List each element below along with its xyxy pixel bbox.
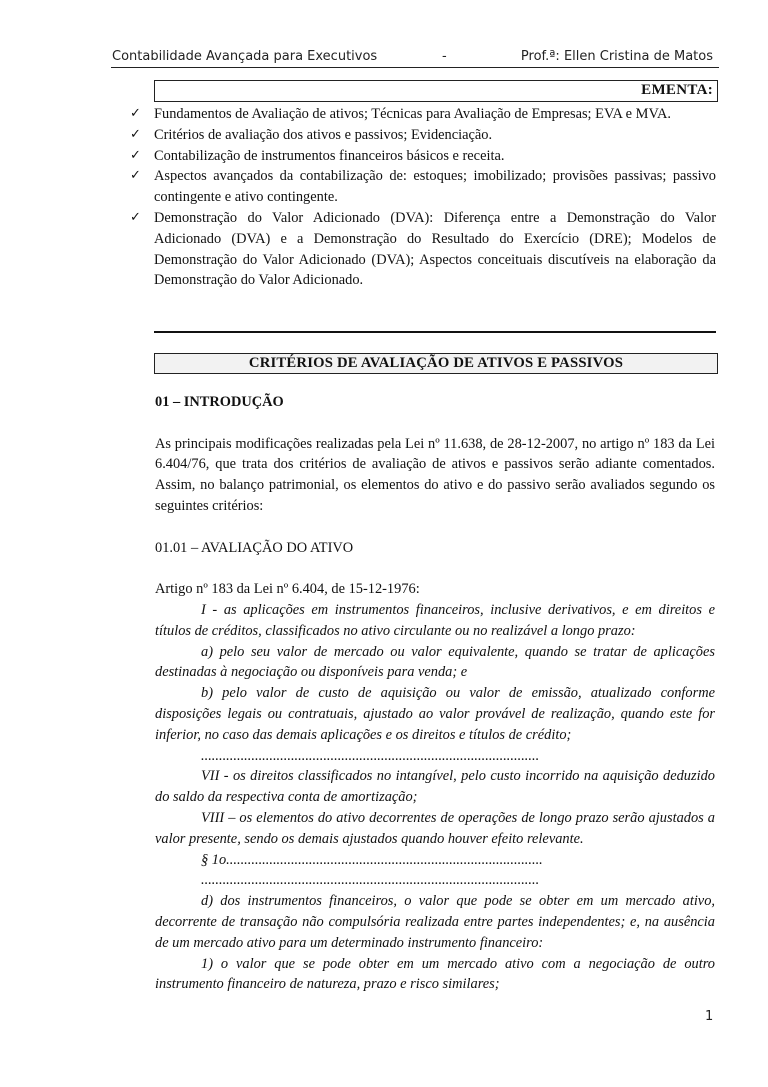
- intro-heading: 01 – INTRODUÇÃO: [155, 394, 284, 410]
- header-separator: -: [442, 49, 447, 64]
- clause-viii: VIII – os elementos do ativo decorrentes de operações de longo prazo serão ajustados a valor presente, sendo os demais ajustados quando houver efeito relevante.: [155, 809, 715, 847]
- clause-vii: VII - os direitos classificados no intangível, pelo custo incorrido na aquisição deduzido do saldo da respectiva conta de amortização;: [155, 768, 715, 806]
- ementa-item: [130, 166, 716, 208]
- paragraph-1-marker: § 1o........................................................................................: [201, 851, 543, 868]
- checkmark-icon: ✓: [130, 106, 141, 121]
- article-reference: Artigo nº 183 da Lei nº 6.404, de 15-12-1976:: [155, 581, 420, 598]
- clause-d: d) dos instrumentos financeiros, o valor que pode se obter em um mercado ativo, decorrente de transação não compulsória realizada entre partes independentes; e, na ausência de um mercado ativo para um determinado instrumento financeiro:: [155, 893, 715, 951]
- document-body: [155, 392, 715, 995]
- section-title: CRITÉRIOS DE AVALIAÇÃO DE ATIVOS E PASSIVOS: [248, 355, 624, 371]
- page-number: 1: [705, 1009, 714, 1024]
- header-rule: [111, 67, 719, 68]
- header-professor: Prof.ª: Ellen Cristina de Matos: [520, 49, 713, 64]
- section-title-box: [154, 353, 718, 374]
- clause-b: b) pelo valor de custo de aquisição ou valor de emissão, atualizado conforme disposições legais ou contratuais, ajustado ao valor provável de realização, quando este for inferior, no caso das demais aplicações e os direitos e títulos de crédito;: [155, 685, 715, 743]
- page-header: [111, 46, 715, 68]
- ementa-item-text: Contabilização de instrumentos financeiros básicos e receita.: [154, 147, 505, 164]
- ementa-list: [130, 104, 716, 291]
- ementa-item-text: Demonstração do Valor Adicionado (DVA): Diferença entre a Demonstração do Valor Adicionado (DVA) e a Demonstração do Resultado do Exercício (DRE); Modelos de Demonstração do Valor Adicionado (DVA); Aspectos conceituais discutíveis na elaboração da Demonstração do Valor Adicionado.: [154, 209, 716, 289]
- checkmark-icon: ✓: [130, 126, 141, 142]
- section-divider: [154, 331, 716, 333]
- checkmark-icon: ✓: [130, 209, 141, 225]
- header-course-title: Contabilidade Avançada para Executivos: [112, 49, 378, 64]
- ementa-item-text: Fundamentos de Avaliação de ativos; Técnicas para Avaliação de Empresas; EVA e MVA.: [154, 106, 671, 122]
- asset-valuation-heading: 01.01 – AVALIAÇÃO DO ATIVO: [155, 539, 354, 556]
- ementa-label-box: [154, 80, 718, 102]
- ementa-item: [130, 146, 716, 167]
- ementa-item: [130, 104, 716, 125]
- clause-i: I - as aplicações em instrumentos financeiros, inclusive derivativos, e em direitos e títulos de créditos, classificados no ativo circulante ou no realizável a longo prazo:: [155, 601, 715, 639]
- checkmark-icon: ✓: [130, 168, 141, 184]
- ementa-label: EMENTA:: [641, 82, 713, 98]
- ementa-item: [130, 208, 716, 291]
- ementa-item-text: Critérios de avaliação dos ativos e passivos; Evidenciação.: [154, 126, 493, 143]
- clause-d-1: 1) o valor que se pode obter em um mercado ativo com a negociação de outro instrumento financeiro de natureza, prazo e risco similares;: [155, 955, 715, 993]
- ementa-item: [130, 125, 716, 146]
- intro-paragraph: As principais modificações realizadas pela Lei nº 11.638, de 28-12-2007, no artigo nº 183 da Lei 6.404/76, que trata dos critérios de avaliação de ativos e passivos serão adiante comentados. Assim, no balanço patrimonial, os elementos do ativo e do passivo serão avaliados segundo os seguintes critérios:: [155, 435, 715, 514]
- ellipsis-line: ..............................................................................................: [201, 747, 540, 764]
- ementa-item-text: Aspectos avançados da contabilização de: estoques; imobilizado; provisões passivas; passivo contingente e ativo contingente.: [154, 168, 716, 206]
- ellipsis-line: ..............................................................................................: [201, 872, 540, 889]
- checkmark-icon: ✓: [130, 147, 141, 163]
- clause-a: a) pelo seu valor de mercado ou valor equivalente, quando se tratar de aplicações destinadas à negociação ou disponíveis para venda; e: [155, 643, 715, 681]
